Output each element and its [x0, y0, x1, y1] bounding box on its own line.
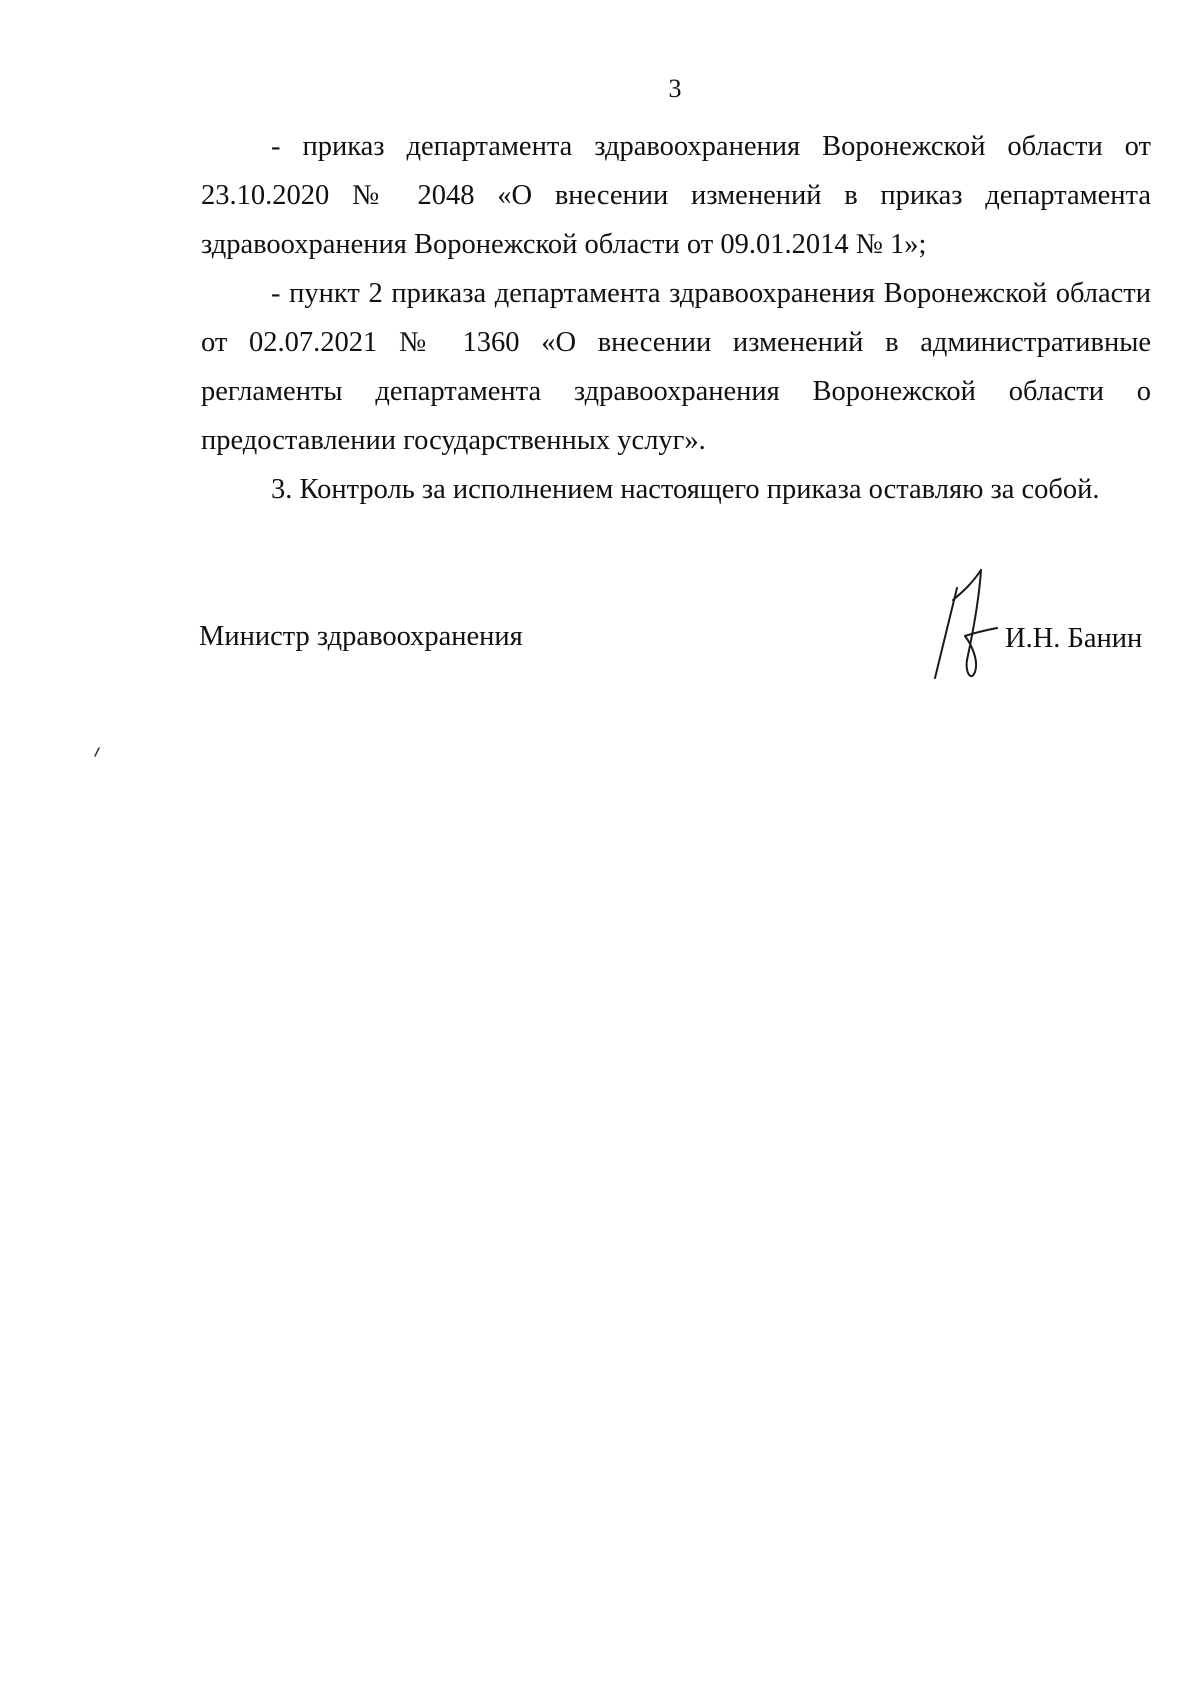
paragraph-order-2020: - приказ департамента здравоохранения Воронежской области от 23.10.2020 № 2048 «О внесении изменений в приказ департамента здравоохранения Воронежской области от 09.01.2014 № 1»; [201, 131, 1151, 260]
paragraph-order-2021: - пункт 2 приказа департамента здравоохранения Воронежской области от 02.07.2021 № 1360 «О внесении изменений в административные регламенты департамента здравоохранения Воронежской области о предоставлении государственных услуг». [201, 278, 1151, 456]
signatory-position: Министр здравоохранения [199, 621, 523, 652]
page-number: 3 [668, 74, 682, 103]
document-body [201, 122, 1151, 514]
stray-pen-mark-icon [93, 746, 101, 758]
paragraph-control: 3. Контроль за исполнением настоящего приказа оставляю за собой. [271, 474, 1100, 505]
signatory-name: И.Н. Банин [1005, 623, 1143, 654]
handwritten-signature-icon [925, 560, 1025, 685]
